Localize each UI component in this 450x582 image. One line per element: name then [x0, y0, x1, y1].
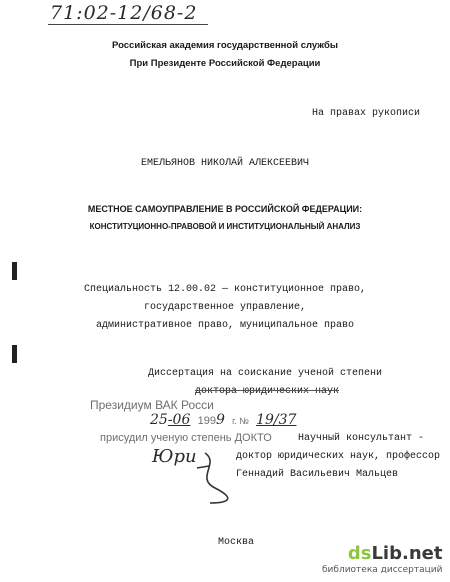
title-line-2: КОНСТИТУЦИОННО-ПРАВОВОЙ И ИНСТИТУЦИОНАЛЬНЫЙ АНАЛИЗ: [89, 222, 361, 231]
watermark-subtitle: библиотека диссертаций: [322, 565, 443, 575]
margin-mark-1: [12, 262, 17, 280]
vak-stamp-date-year: 199: [197, 415, 216, 427]
vak-stamp-line-3: присудил ученую степень ДОКТО: [100, 432, 272, 444]
stamp-code-underline: [48, 24, 208, 25]
specialty-line-3: административное право, муниципальное право: [95, 320, 355, 331]
author-name: ЕМЕЛЬЯНОВ НИКОЛАЙ АЛЕКСЕЕВИЧ: [140, 158, 310, 169]
vak-stamp-line-1: Президиум ВАК Росси: [90, 398, 214, 412]
consultant-line-1: Научный консультант -: [298, 433, 425, 444]
stamp-code: 71:02-12/68-2: [50, 2, 198, 24]
institution-line-1: Российская академия государственной службы: [111, 40, 339, 51]
institution-line-2: При Президенте Российской Федерации: [129, 58, 321, 69]
manuscript-note: На правах рукописи: [312, 108, 421, 119]
title-line-1: МЕСТНОЕ САМОУПРАВЛЕНИЕ В РОССИЙСКОЙ ФЕДЕРАЦИИ:: [87, 204, 363, 214]
consultant-line-3: Геннадий Васильевич Мальцев: [236, 469, 399, 480]
vak-stamp-number: 19/37: [256, 412, 297, 428]
watermark-logo: [322, 544, 442, 575]
dissertation-line-2: доктора юридических наук: [195, 386, 340, 397]
watermark-brand-net: .net: [401, 543, 443, 564]
margin-mark-2: [12, 345, 17, 363]
vak-stamp-date-year-hand: 9: [215, 412, 225, 428]
dissertation-line-1: Диссертация на соискание ученой степени: [148, 368, 383, 379]
specialty-line-1: Специальность 12.00.02 — конституционное право,: [83, 284, 367, 295]
specialty-line-2: государственное управление,: [143, 302, 307, 313]
vak-stamp-signature: Юри: [152, 446, 197, 467]
watermark-brand-lib: Lib: [371, 543, 402, 564]
consultant-line-2: доктор юридических наук, профессор: [236, 451, 441, 462]
vak-stamp-mid-text: г. №: [232, 416, 249, 426]
vak-stamp-date-line: [150, 412, 296, 428]
city: Москва: [218, 537, 255, 548]
vak-stamp-date-day: 25: [150, 412, 168, 428]
vak-stamp-date-month: -06: [167, 412, 191, 428]
watermark-brand-ds: ds: [347, 543, 372, 564]
